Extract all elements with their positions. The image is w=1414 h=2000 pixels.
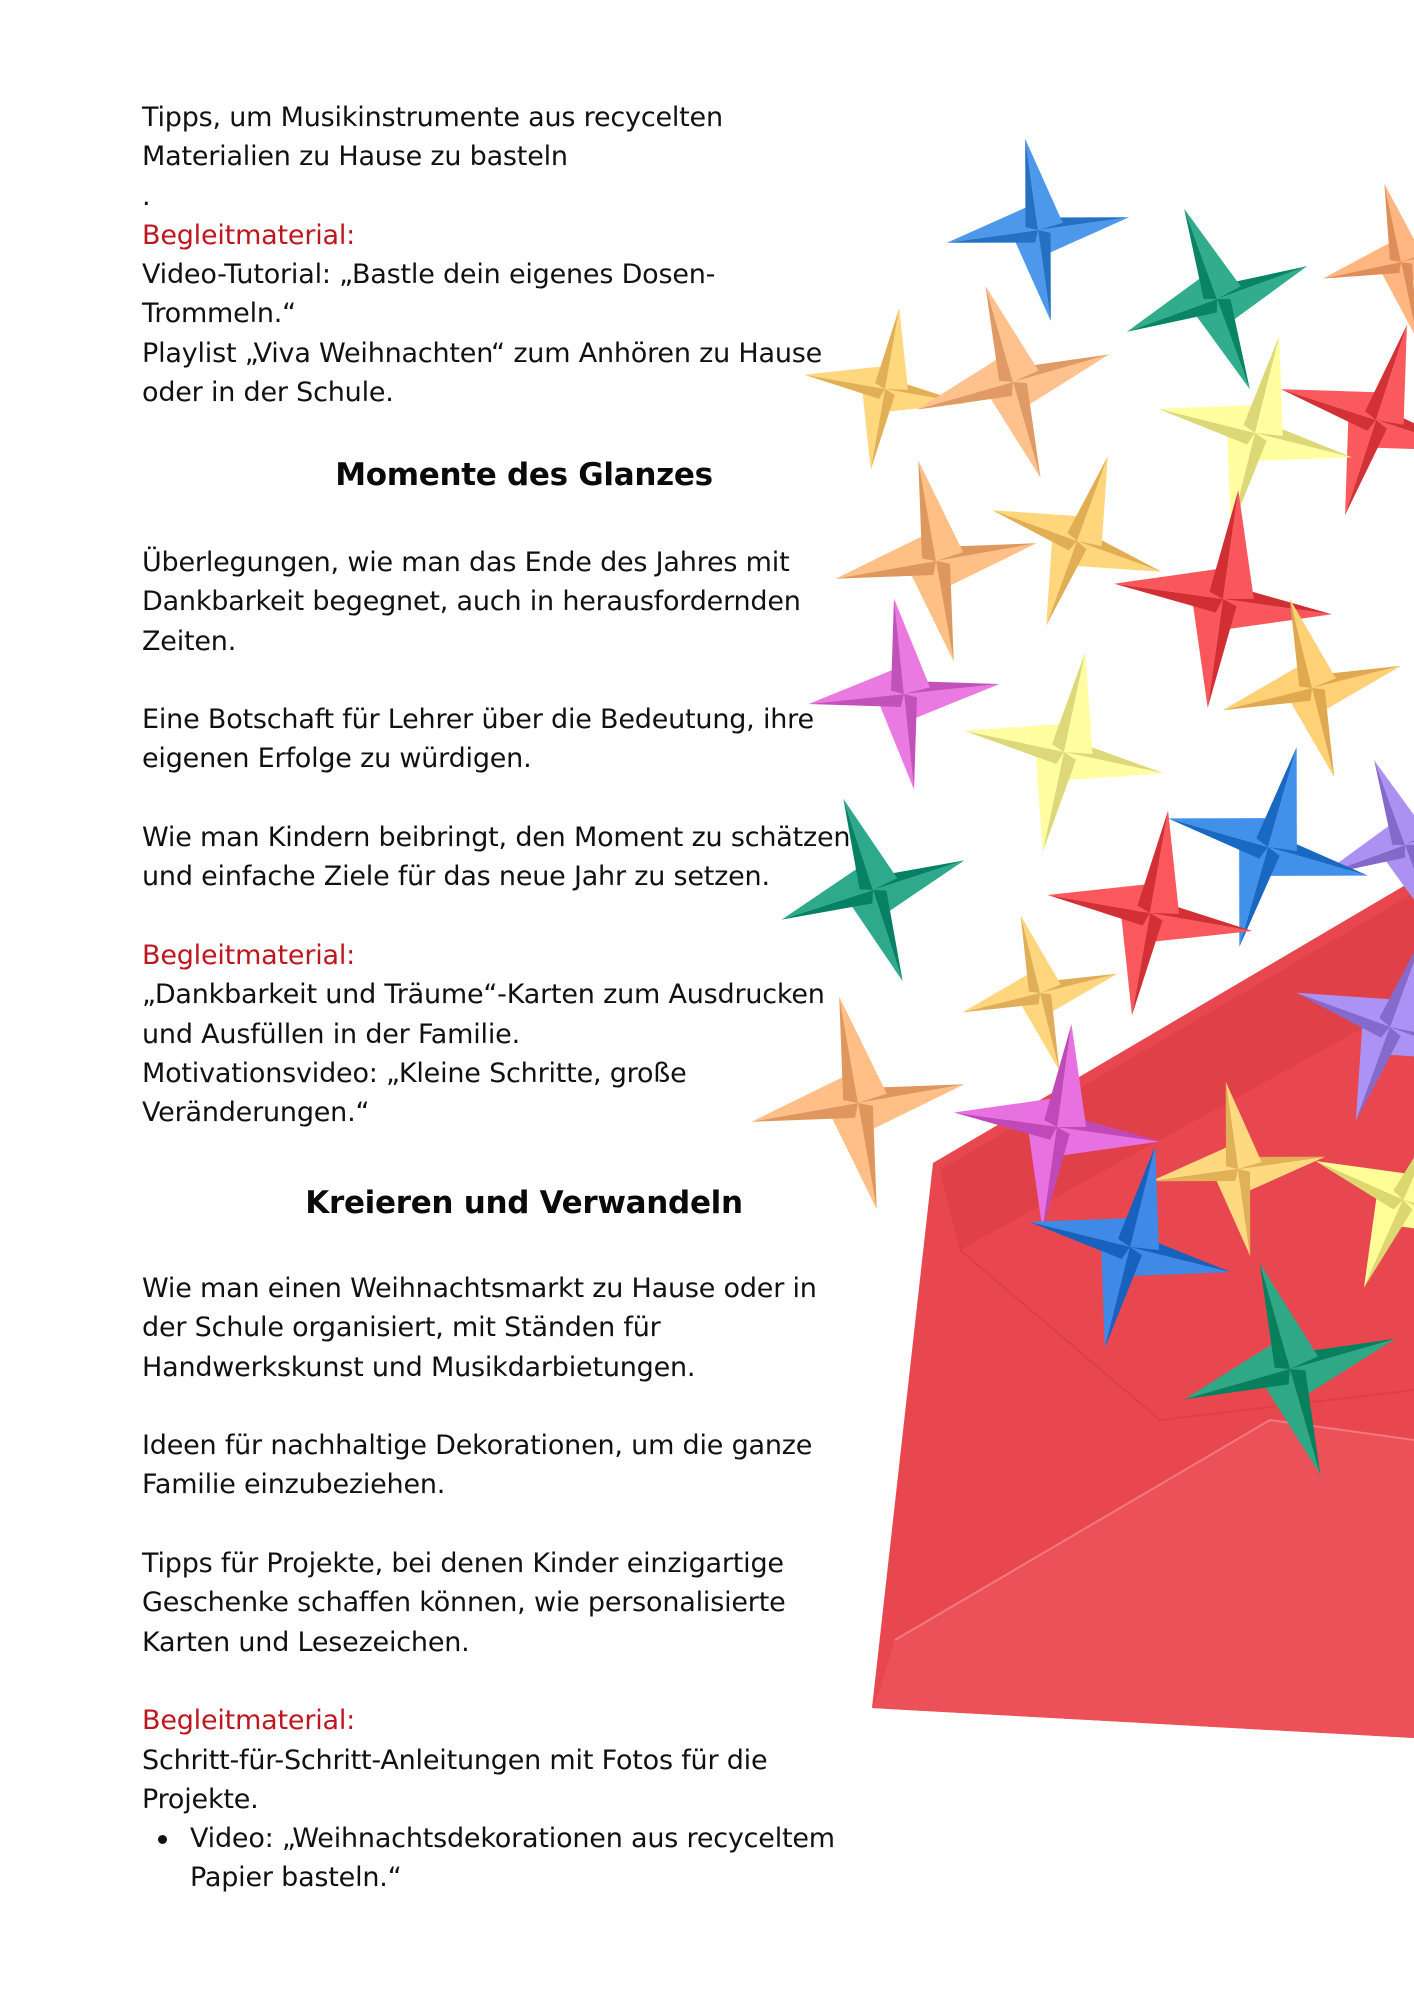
paragraph-line: Karten und Lesezeichen. [142,1626,470,1658]
origami-star-icon [947,139,1129,321]
paragraph-line: eigenen Erfolge zu würdigen. [142,743,532,775]
paragraph-line: Tipps für Projekte, bei denen Kinder einzigartige [142,1548,784,1580]
material-line: Veränderungen.“ [142,1097,370,1129]
paragraph-line: Wie man Kindern beibringt, den Moment zu schätzen [142,822,851,854]
material-label: Begleitmaterial: [142,219,356,251]
paragraph-line: Eine Botschaft für Lehrer über die Bedeutung, ihre [142,704,814,736]
material-line: Video-Tutorial: „Bastle dein eigenes Dosen- [142,259,716,291]
spacer [142,897,902,936]
material-line: Motivationsvideo: „Kleine Schritte, große [142,1057,687,1089]
origami-star-icon [1281,325,1414,515]
paragraph-line: Materialien zu Hause zu basteln [142,141,568,173]
spacer [142,1662,902,1701]
material-line: Projekte. [142,1783,259,1815]
spacer [142,1387,902,1426]
section-heading: Momente des Glanzes [335,457,713,493]
origami-star-icon [962,915,1117,1070]
paragraph-line: Überlegungen, wie man das Ende des Jahres mit [142,547,790,578]
paragraph-line: Tipps, um Musikinstrumente aus recycelten [142,102,723,133]
section-kreieren [142,1269,902,1898]
material-line: Trommeln.“ [142,298,296,330]
bullet-text: Video: „Weihnachtsdekorationen aus recyceltem [190,1823,835,1855]
material-line: Playlist „Viva Weihnachten“ zum Anhören zu Hause [142,337,823,369]
material-label: Begleitmaterial: [142,939,356,971]
paragraph-line: Zeiten. [142,625,237,657]
bullet-text: Papier basteln.“ [190,1862,402,1894]
material-line: und Ausfüllen in der Familie. [142,1018,520,1050]
origami-star-icon [1158,336,1352,530]
paragraph-line: der Schule organisiert, mit Ständen für [142,1312,661,1344]
paragraph-line: Ideen für nachhaltige Dekorationen, um die ganze [142,1430,813,1462]
spacer [142,779,902,818]
intro-block [142,98,902,412]
paragraph-line: und einfache Ziele für das neue Jahr zu setzen. [142,861,770,893]
origami-star-icon [917,286,1109,478]
bullet-icon [158,1835,167,1844]
material-line: oder in der Schule. [142,377,394,409]
paragraph-line: Geschenke schaffen können, wie personalisierte [142,1587,786,1619]
section-momente [142,543,902,1132]
spacer [142,661,902,700]
paragraph-line: Familie einzubeziehen. [142,1469,446,1501]
paragraph-line: Wie man einen Weihnachtsmarkt zu Hause oder in [142,1273,817,1304]
bullet-item-continuation [142,1858,902,1897]
paragraph-line: Handwerkskunst und Musikdarbietungen. [142,1351,696,1383]
document-body [142,98,902,412]
material-line: Schritt-für-Schritt-Anleitungen mit Fotos für die [142,1744,768,1776]
section-heading: Kreieren und Verwandeln [305,1185,743,1221]
origami-star-icon [964,652,1164,852]
origami-star-icon [1323,184,1414,341]
material-line: „Dankbarkeit und Träume“-Karten zum Ausdrucken [142,979,825,1011]
spacer [142,1505,902,1544]
paragraph-line: Dankbarkeit begegnet, auch in herausfordernden [142,586,801,618]
material-label: Begleitmaterial: [142,1705,356,1737]
paragraph-line: . [142,180,151,212]
bullet-item [142,1819,902,1858]
